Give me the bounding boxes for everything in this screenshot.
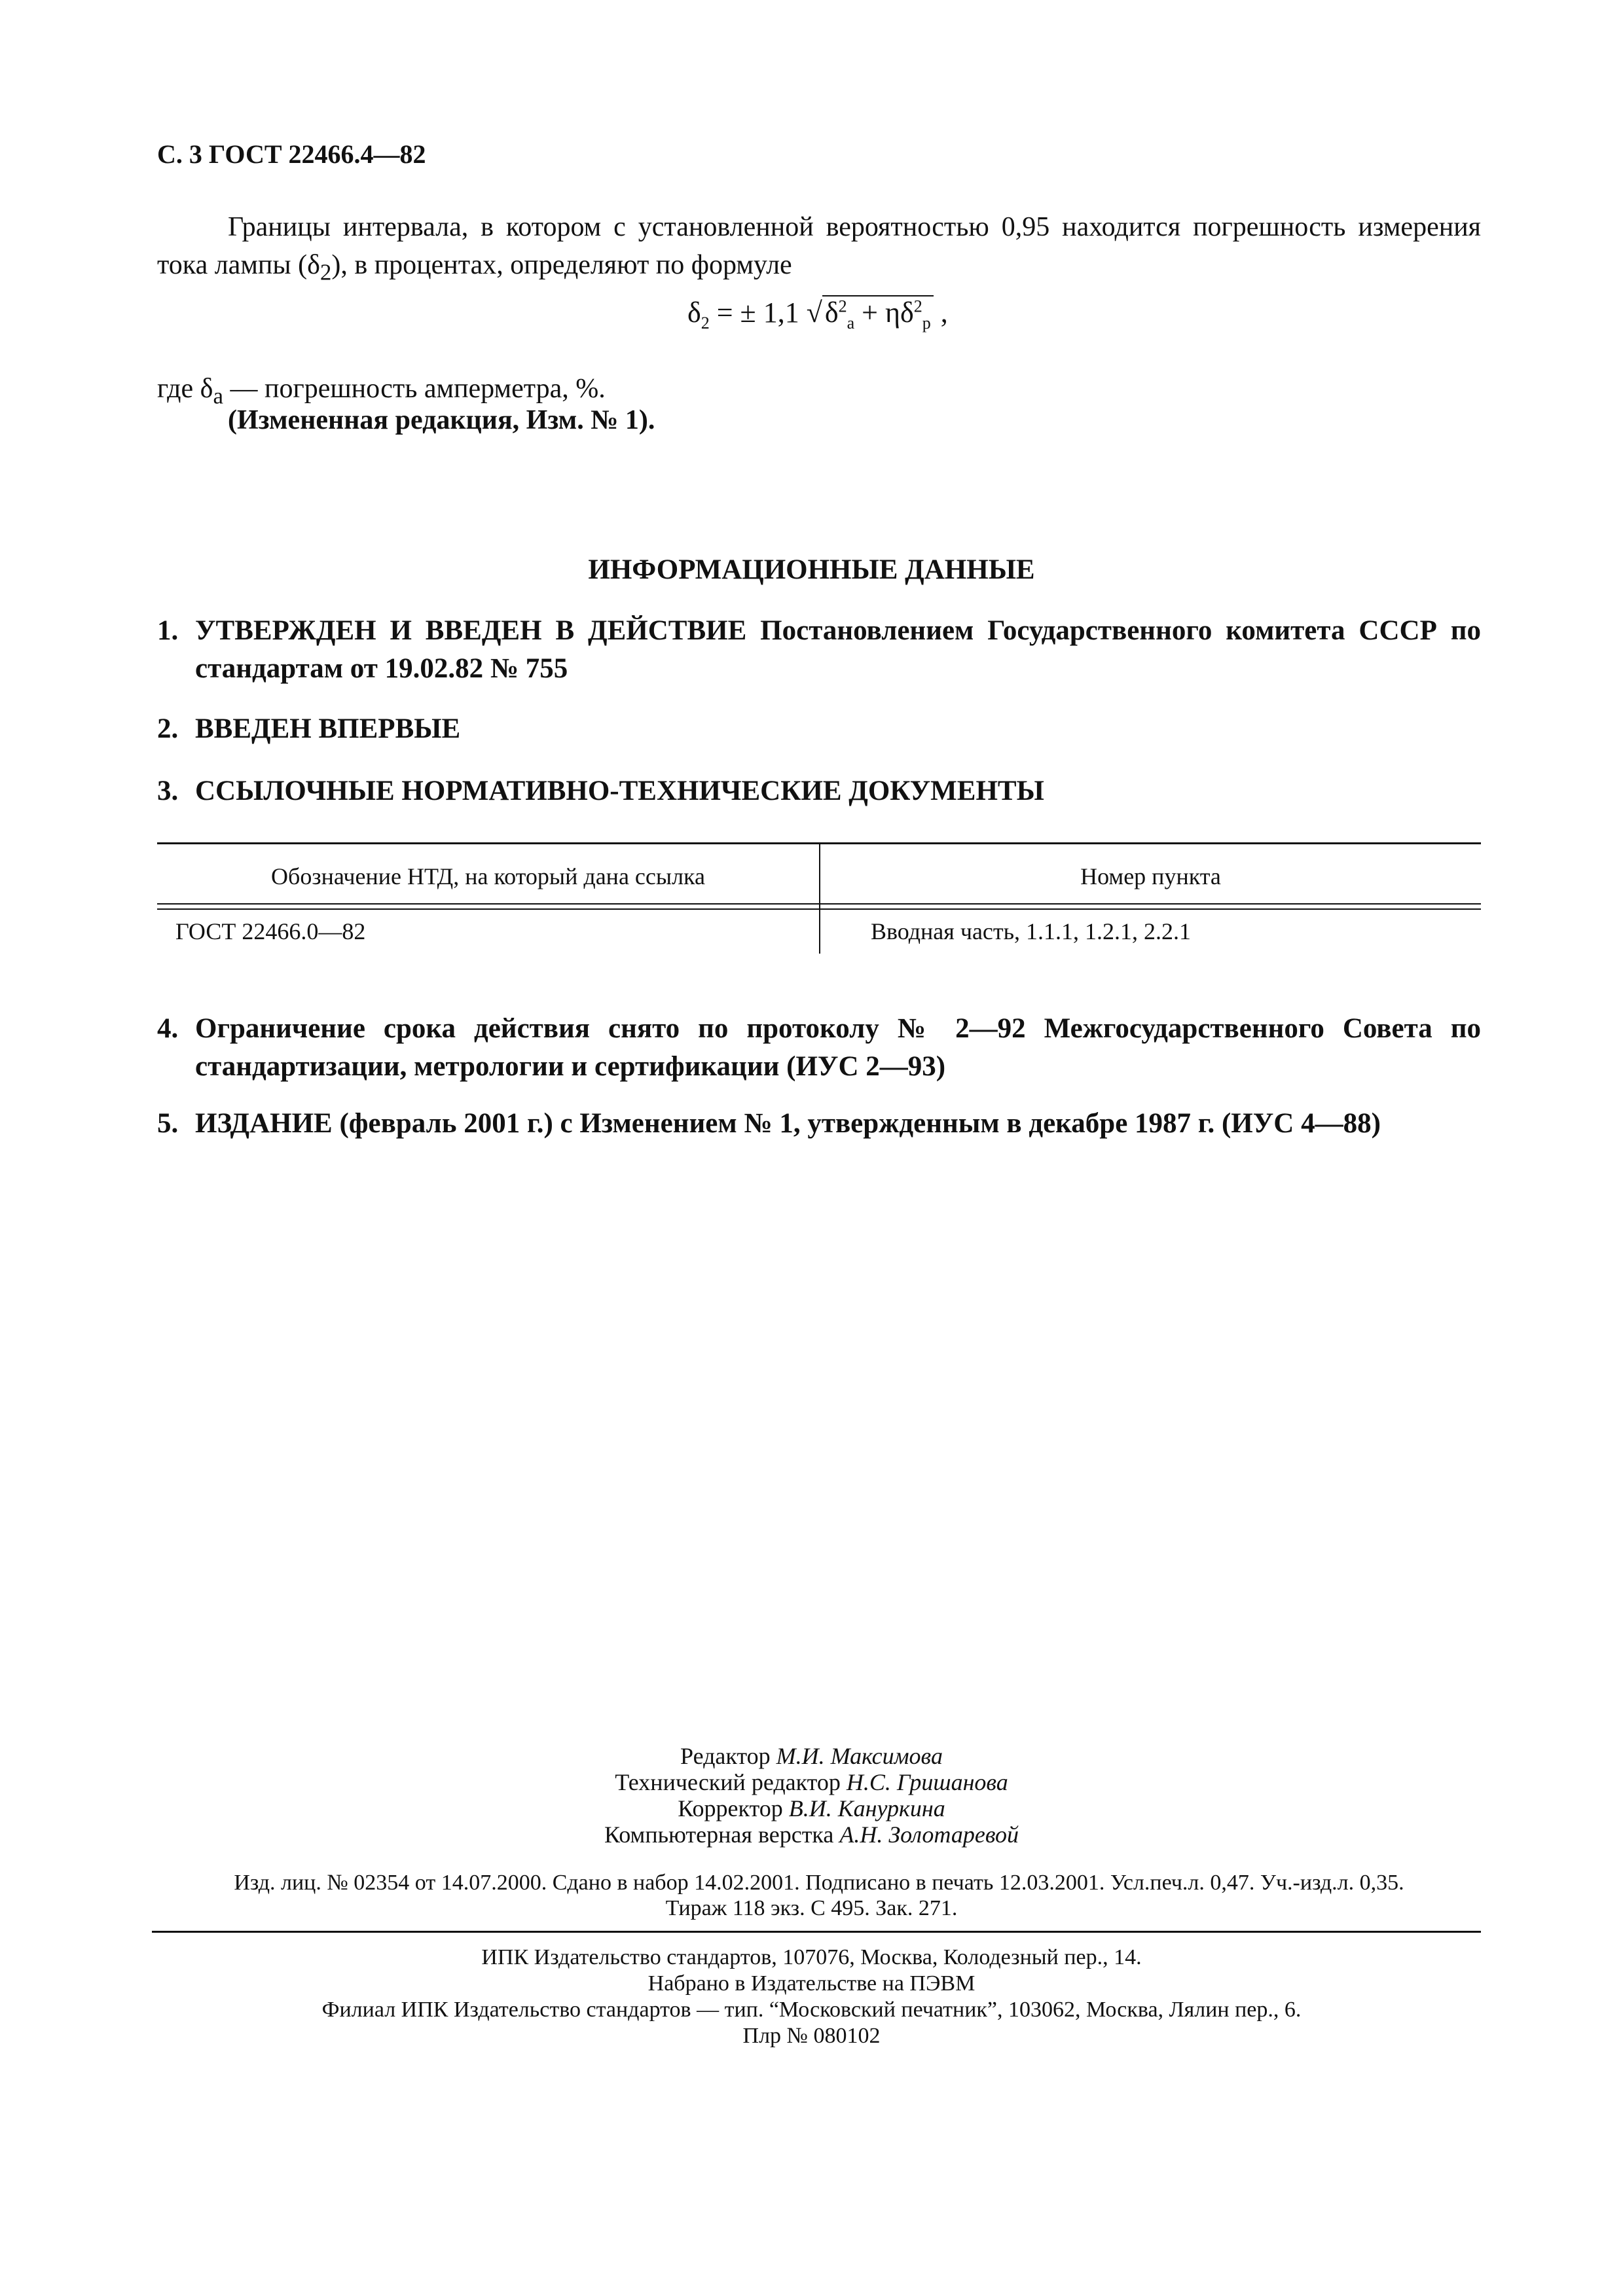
credit-line [0,1769,1623,1795]
formula-lhs: δ [687,296,701,329]
page-header: С. 3 ГОСТ 22466.4—82 [157,139,426,169]
publisher-line: ИПК Издательство стандартов, 107076, Москва, Колодезный пер., 14. [481,1945,1142,1969]
where-text-end: — погрешность амперметра, %. [223,374,606,404]
credit-role: Редактор [680,1743,771,1769]
info-item-1 [157,612,1481,688]
formula-term2-sup: 2 [913,296,922,316]
credit-role: Компьютерная верстка [604,1821,834,1848]
credit-name: В.И. Кануркина [788,1795,945,1821]
imprint-line-2: Тираж 118 экз. С 495. Зак. 271. [665,1896,958,1920]
formula-eq: = ± 1,1 √ [709,296,822,329]
paragraph-subscript: 2 [319,259,332,285]
item-text: Постановлением Государственного комитета СССР по стандартам от 19.02.82 № 755 [195,615,1481,684]
credit-name: А.Н. Золотаревой [839,1821,1019,1848]
publisher-line: Филиал ИПК Издательство стандартов — тип. “Московский печатник”, 103062, Москва, Лялин пер., 6. [321,1998,1302,2022]
intro-paragraph [157,208,1481,291]
publisher-line: Набрано в Издательстве на ПЭВМ [647,1971,976,1996]
info-item-3 [157,772,1481,810]
item-number: 4. [157,1013,179,1044]
item-heading: Ограничение срока действия снято по протоколу № 2—92 Межгосударственного Совета по стандартизации, метрологии и сертификации (ИУС 2—93) [195,1013,1481,1082]
table-header-cell: Номер пункта [1080,863,1221,889]
item-body [195,612,1481,688]
formula-radicand [822,295,934,332]
formula-term2-sub: p [922,313,931,332]
item-heading: ССЫЛОЧНЫЕ НОРМАТИВНО-ТЕХНИЧЕСКИЕ ДОКУМЕНТЫ [195,776,1044,806]
table-column-divider [819,842,820,954]
imprint-line-1: Изд. лиц. № 02354 от 14.07.2000. Сдано в набор 14.02.2001. Подписано в печать 12.03.2001. Усл.печ.л. 0,47. Уч.-изд.л. 0,35. [234,1871,1404,1895]
formula-term1: δ [824,296,839,329]
where-text: где δ [157,374,213,404]
info-item-4 [157,1010,1481,1086]
credit-role: Корректор [678,1795,783,1821]
item-heading: УТВЕРЖДЕН И ВВЕДЕН В ДЕЙСТВИЕ [195,615,747,646]
item-body [195,1010,1481,1086]
table-header-cell: Обозначение НТД, на который дана ссылка [271,863,705,889]
info-item-2 [157,710,1481,748]
credit-line [0,1821,1623,1848]
item-number: 2. [157,713,179,744]
item-body [195,1105,1481,1143]
table-cell: ГОСТ 22466.0—82 [175,918,366,944]
item-body [195,772,1481,810]
table-header-rule-2 [157,908,1481,910]
table-header-rule-1 [157,903,1481,905]
item-body [195,710,1481,748]
item-heading: ИЗДАНИЕ (февраль 2001 г.) с Изменением № 1, утвержденным в декабре 1987 г. (ИУС 4—88) [195,1108,1381,1139]
formula-term1-sub: a [847,313,855,332]
formula-lhs-sub: 2 [701,313,710,332]
item-heading: ВВЕДЕН ВПЕРВЫЕ [195,713,461,744]
credits [0,1743,1623,1848]
credit-name: Н.С. Гришанова [846,1769,1008,1795]
publisher-line: Плр № 080102 [742,2024,881,2048]
info-item-5 [157,1105,1481,1143]
credit-role: Технический редактор [615,1769,841,1795]
info-title: ИНФОРМАЦИОННЫЕ ДАННЫЕ [588,554,1035,585]
credit-name: М.И. Максимова [776,1743,943,1769]
item-number: 3. [157,776,179,806]
credit-line [0,1795,1623,1821]
formula-plus-term: + ηδ [854,296,914,329]
paragraph-text: Границы интервала, в котором с установленной вероятностью 0,95 находится погрешность измерения тока лампы (δ [157,212,1481,280]
table-cell: Вводная часть, 1.1.1, 1.2.1, 2.2.1 [871,918,1192,944]
imprint-divider [152,1931,1481,1933]
formula-term1-sup: 2 [838,296,847,316]
credit-line [0,1743,1623,1769]
item-number: 5. [157,1108,179,1139]
formula [687,296,948,333]
edited-note: (Измененная редакция, Изм. № 1). [228,405,655,435]
where-sub: a [213,383,223,409]
item-number: 1. [157,615,179,646]
publisher-info [0,1945,1623,2049]
formula-tail: , [933,296,948,329]
paragraph-text-end: ), в процентах, определяют по формуле [331,250,792,280]
